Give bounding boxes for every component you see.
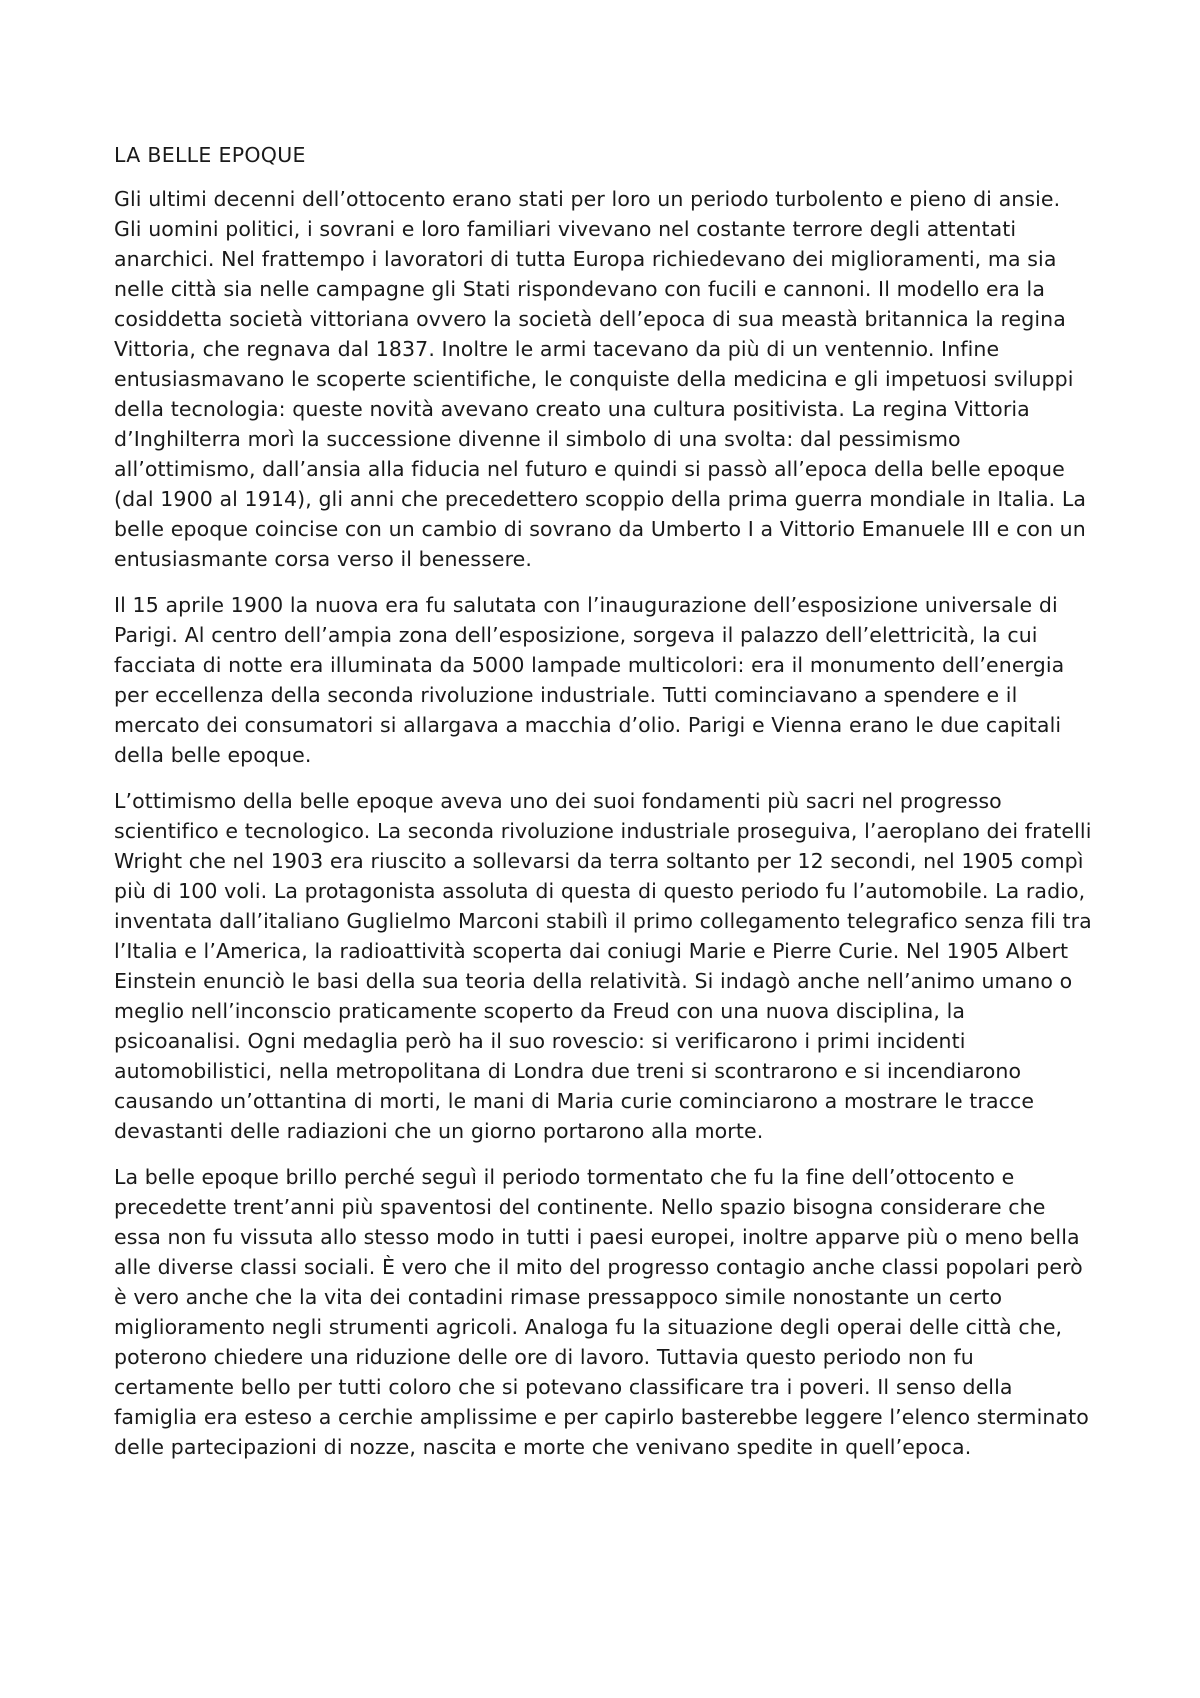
paragraph-4: La belle epoque brillo perché seguì il periodo tormentato che fu la fine dell’ottocento e precedette trent’anni più spaventosi del continente. Nello spazio bisogna considerare che essa non fu vissuta allo stesso modo in tutti i paesi europei, inoltre apparve più o meno bella alle diverse classi sociali. È vero che il mito del progresso contagio anche classi popolari però è vero anche che la vita dei contadini rimase pressappoco simile nonostante un certo miglioramento negli strumenti agricoli. Analoga fu la situazione degli operai delle città che, poterono chiedere una riduzione delle ore di lavoro. Tuttavia questo periodo non fu certamente bello per tutti coloro che si potevano classificare tra i poveri. Il senso della famiglia era esteso a cerchie amplissime e per capirlo basterebbe leggere l’elenco sterminato delle partecipazioni di nozze, nascita e morte che venivano spedite in quell’epoca. (114, 1165, 1089, 1459)
document-title: LA BELLE EPOQUE (114, 143, 306, 167)
document-body (114, 140, 1094, 1478)
paragraph-2: Il 15 aprile 1900 la nuova era fu salutata con l’inaugurazione dell’esposizione universale di Parigi. Al centro dell’ampia zona dell’esposizione, sorgeva il palazzo dell’elettricità, la cui facciata di notte era illuminata da 5000 lampade multicolori: era il monumento dell’energia per eccellenza della seconda rivoluzione industriale. Tutti cominciavano a spendere e il mercato dei consumatori si allargava a macchia d’olio. Parigi e Vienna erano le due capitali della belle epoque. (114, 593, 1065, 767)
paragraph-3: L’ottimismo della belle epoque aveva uno dei suoi fondamenti più sacri nel progresso scientifico e tecnologico. La seconda rivoluzione industriale proseguiva, l’aeroplano dei fratelli Wright che nel 1903 era riuscito a sollevarsi da terra soltanto per 12 secondi, nel 1905 compì più di 100 voli. La protagonista assoluta di questa di questo periodo fu l’automobile. La radio, inventata dall’italiano Guglielmo Marconi stabilì il primo collegamento telegrafico senza fili tra l’Italia e l’America, la radioattività scoperta dai coniugi Marie e Pierre Curie. Nel 1905 Albert Einstein enunciò le basi della sua teoria della relatività. Si indagò anche nell’animo umano o meglio nell’inconscio praticamente scoperto da Freud con una nuova disciplina, la psicoanalisi. Ogni medaglia però ha il suo rovescio: si verificarono i primi incidenti automobilistici, nella metropolitana di Londra due treni si scontrarono e si incendiarono causando un’ottantina di morti, le mani di Maria curie cominciarono a mostrare le tracce devastanti delle radiazioni che un giorno portarono alla morte. (114, 789, 1092, 1143)
paragraph-1: Gli ultimi decenni dell’ottocento erano stati per loro un periodo turbolento e pieno di ansie. Gli uomini politici, i sovrani e loro familiari vivevano nel costante terrore degli attentati anarchici. Nel frattempo i lavoratori di tutta Europa richiedevano dei miglioramenti, ma sia nelle città sia nelle campagne gli Stati rispondevano con fucili e cannoni. Il modello era la cosiddetta società vittoriana ovvero la società dell’epoca di sua meastà britannica la regina Vittoria, che regnava dal 1837. Inoltre le armi tacevano da più di un ventennio. Infine entusiasmavano le scoperte scientifiche, le conquiste della medicina e gli impetuosi sviluppi della tecnologia: queste novità avevano creato una cultura positivista. La regina Vittoria d’Inghilterra morì la successione divenne il simbolo di una svolta: dal pessimismo all’ottimismo, dall’ansia alla fiducia nel futuro e quindi si passò all’epoca della belle epoque (dal 1900 al 1914), gli anni che precedettero scoppio della prima guerra mondiale in Italia. La belle epoque coincise con un cambio di sovrano da Umberto I a Vittorio Emanuele III e con un entusiasmante corsa verso il benessere. (114, 187, 1087, 571)
